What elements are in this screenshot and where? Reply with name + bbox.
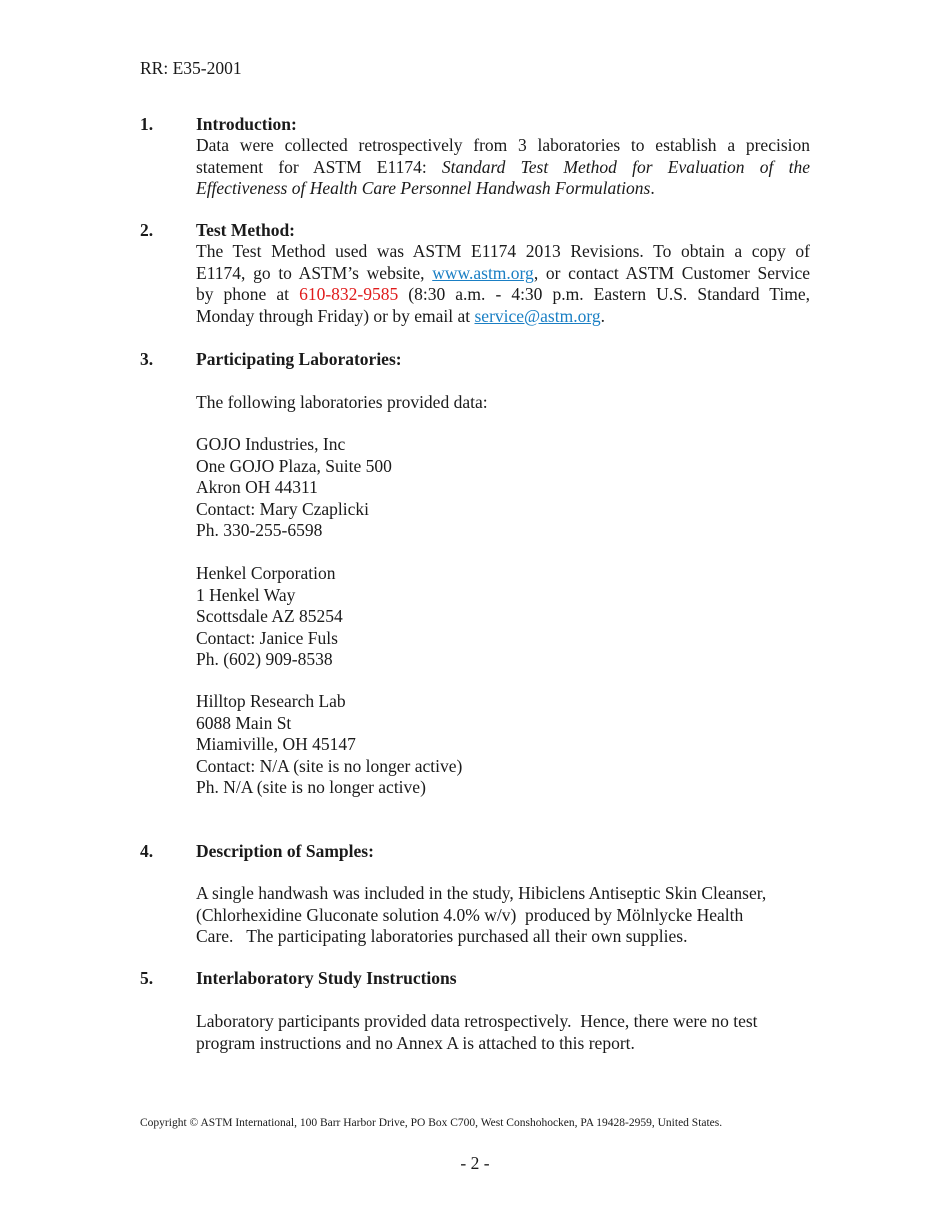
section-5-title: Interlaboratory Study Instructions <box>196 968 457 988</box>
section-2-line-2-b: , or contact ASTM Customer Service <box>533 262 810 283</box>
lab-phone: Ph. (602) 909-8538 <box>196 649 333 669</box>
lab-name: Hilltop Research Lab <box>196 691 346 711</box>
page-number: - 2 - <box>460 1153 490 1173</box>
lab-street: 6088 Main St <box>196 712 292 733</box>
lab-street: 1 Henkel Way <box>196 584 296 605</box>
report-id: RR: E35-2001 <box>140 58 242 78</box>
section-2-body <box>196 241 810 327</box>
lab-address-hilltop <box>196 691 462 799</box>
section-2-line-4-b: . <box>600 305 605 326</box>
section-3-title: Participating Laboratories: <box>196 349 402 369</box>
section-5-line-2: program instructions and no Annex A is attached to this report. <box>196 1032 635 1053</box>
section-4-body <box>196 883 766 948</box>
section-4-number: 4. <box>140 841 154 861</box>
section-1-line-1: Data were collected retrospectively from 3 laboratories to establish a precision <box>196 135 810 155</box>
section-4-line-2: (Chlorhexidine Gluconate solution 4.0% w/v) produced by Mölnlycke Health <box>196 904 744 925</box>
section-1-line-2-text: statement for ASTM E1174: <box>196 156 442 177</box>
lab-address-henkel <box>196 563 343 671</box>
lab-address-gojo <box>196 434 392 542</box>
section-3-number: 3. <box>140 349 154 369</box>
astm-phone-number[interactable]: 610-832-9585 <box>299 284 399 304</box>
lab-name: GOJO Industries, Inc <box>196 434 346 454</box>
section-2-line-2-a: E1174, go to ASTM’s website, <box>196 262 433 283</box>
section-2-line-2 <box>196 263 810 285</box>
lab-contact: Contact: Mary Czaplicki <box>196 498 370 519</box>
section-5-body <box>196 1011 758 1054</box>
section-2-line-3 <box>196 284 810 306</box>
lab-phone: Ph. 330-255-6598 <box>196 520 323 540</box>
labs-intro: The following laboratories provided data: <box>196 392 488 412</box>
lab-street: One GOJO Plaza, Suite 500 <box>196 455 392 476</box>
astm-website-link[interactable]: www.astm.org <box>432 262 534 283</box>
standard-title-part-1: Standard Test Method for Evaluation of the <box>441 156 810 177</box>
astm-email-link[interactable]: service@astm.org <box>474 305 601 326</box>
section-2-line-1: The Test Method used was ASTM E1174 2013 Revisions. To obtain a copy of <box>196 241 810 261</box>
lab-contact: Contact: Janice Fuls <box>196 627 338 648</box>
section-1-line-2 <box>196 157 810 179</box>
lab-city: Akron OH 44311 <box>196 477 318 497</box>
section-1-title: Introduction: <box>196 114 297 134</box>
section-1-period: . <box>650 178 655 198</box>
lab-name: Henkel Corporation <box>196 563 336 583</box>
lab-contact: Contact: N/A (site is no longer active) <box>196 755 463 776</box>
section-4-line-3: Care. The participating laboratories purchased all their own supplies. <box>196 926 688 946</box>
section-5-line-1: Laboratory participants provided data retrospectively. Hence, there were no test <box>196 1011 758 1031</box>
section-2-line-4 <box>196 306 810 328</box>
section-4-line-1: A single handwash was included in the study, Hibiclens Antiseptic Skin Cleanser, <box>196 883 767 903</box>
lab-city: Miamiville, OH 45147 <box>196 734 356 754</box>
section-4-title: Description of Samples: <box>196 841 374 861</box>
section-1-body <box>196 135 810 200</box>
section-1-number: 1. <box>140 114 154 134</box>
section-2-line-4-a: Monday through Friday) or by email at <box>196 305 475 326</box>
section-2-number: 2. <box>140 220 154 240</box>
lab-city: Scottsdale AZ 85254 <box>196 606 343 626</box>
section-1-line-3 <box>196 178 810 200</box>
section-2-title: Test Method: <box>196 220 296 240</box>
lab-phone: Ph. N/A (site is no longer active) <box>196 777 426 797</box>
copyright-notice: Copyright © ASTM International, 100 Barr Harbor Drive, PO Box C700, West Conshohocken, PA 19428-2959, United States. <box>140 1117 723 1129</box>
section-5-number: 5. <box>140 968 154 988</box>
standard-title-part-2: Effectiveness of Health Care Personnel Handwash Formulations <box>196 178 651 198</box>
section-2-line-3-a: by phone at <box>196 284 300 304</box>
section-2-line-3-b: (8:30 a.m. - 4:30 p.m. Eastern U.S. Standard Time, <box>398 284 810 304</box>
